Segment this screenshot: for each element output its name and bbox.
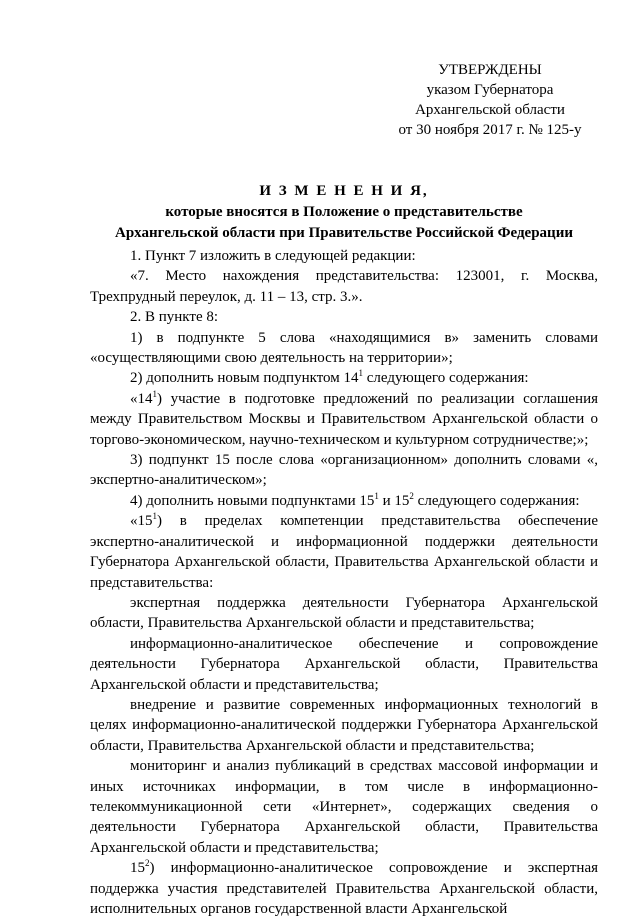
text-run: ) информационно-аналитическое сопровождение и экспертная поддержка участия представителей Правительства Архангельской области, исполнительных органов государственной власти Архангельской: [90, 860, 598, 917]
text-run: 15: [130, 860, 145, 877]
text-run: «14: [130, 390, 153, 407]
superscript: 2: [409, 490, 414, 501]
paragraph: 1. Пункт 7 изложить в следующей редакции:: [130, 248, 416, 264]
text-run: 4) дополнить новыми подпунктами 15: [130, 492, 375, 509]
superscript: 1: [152, 388, 157, 399]
approval-line: Архангельской области: [415, 102, 565, 118]
paragraph: «7. Место нахождения представительства: 123001, г. Москва, Трехпрудный переулок, д. 11 – 13, стр. 3.».: [90, 268, 598, 305]
text-run: ) участие в подготовке предложений по реализации соглашения между Правительством Москвы и Правительством Архангельской области о торгово-экономическом, научно-техническом и культурном сотрудничестве;»;: [90, 390, 598, 448]
paragraph: [90, 368, 598, 388]
paragraph: внедрение и развитие современных информационных технологий в целях информационно-аналитической поддержки Губернатора Архангельской области, Правительства Архангельской области и представительства;: [90, 696, 598, 754]
superscript: 1: [358, 368, 364, 379]
text-run: «15: [130, 513, 153, 530]
paragraph: [90, 858, 598, 919]
paragraph: мониторинг и анализ публикаций в средствах массовой информации и иных источниках информации, в том числе в информационно-телекоммуникационной сети «Интернет», содержащих сведения о деятельности Губернатора Архангельской области, Правительства Архангельской области и представительства;: [90, 758, 598, 856]
approval-title: УТВЕРЖДЕНЫ: [438, 62, 542, 78]
paragraph: 1) в подпункте 5 слова «находящимися в» заменить словами «осуществляющими свою деятельность на территории»;: [90, 329, 598, 367]
heading-subtitle: Архангельской области при Правительстве Российской Федерации: [115, 225, 573, 241]
text-run: ) в пределах компетенции представительства обеспечение экспертно-аналитической и информационной поддержки деятельности Губернатора Архангельской области, Правительства Архангельской области и представительства:: [90, 513, 598, 591]
text-run: 2) дополнить новым подпунктом 14: [130, 370, 359, 387]
document-heading: [88, 181, 600, 244]
text-run: следующего содержания:: [413, 492, 580, 509]
paragraph: 2. В пункте 8:: [130, 309, 219, 326]
heading-subtitle: которые вносятся в Положение о представительстве: [165, 204, 523, 220]
superscript: 1: [152, 511, 157, 522]
approval-block: [380, 60, 600, 140]
paragraph: [90, 389, 598, 450]
paragraph: [90, 511, 598, 593]
paragraph: [90, 491, 598, 511]
paragraph: информационно-аналитическое обеспечение и сопровождение деятельности Губернатора Архангельской области, Правительства Архангельской области и представительства;: [90, 635, 598, 693]
paragraph: экспертная поддержка деятельности Губернатора Архангельской области, Правительства Архангельской области и представительства;: [90, 594, 598, 632]
text-run: и 15: [378, 492, 410, 509]
superscript: 2: [145, 858, 150, 869]
approval-line: указом Губернатора: [426, 82, 554, 98]
heading-title: И З М Е Н Е Н И Я,: [259, 183, 429, 199]
text-run: следующего содержания:: [363, 370, 529, 387]
paragraph: 3) подпункт 15 после слова «организационном» дополнить словами «, экспертно-аналитическом»;: [90, 452, 598, 489]
document-body: [90, 246, 598, 919]
superscript: 1: [374, 490, 379, 501]
approval-date: от 30 ноября 2017 г. № 125-у: [398, 122, 582, 138]
